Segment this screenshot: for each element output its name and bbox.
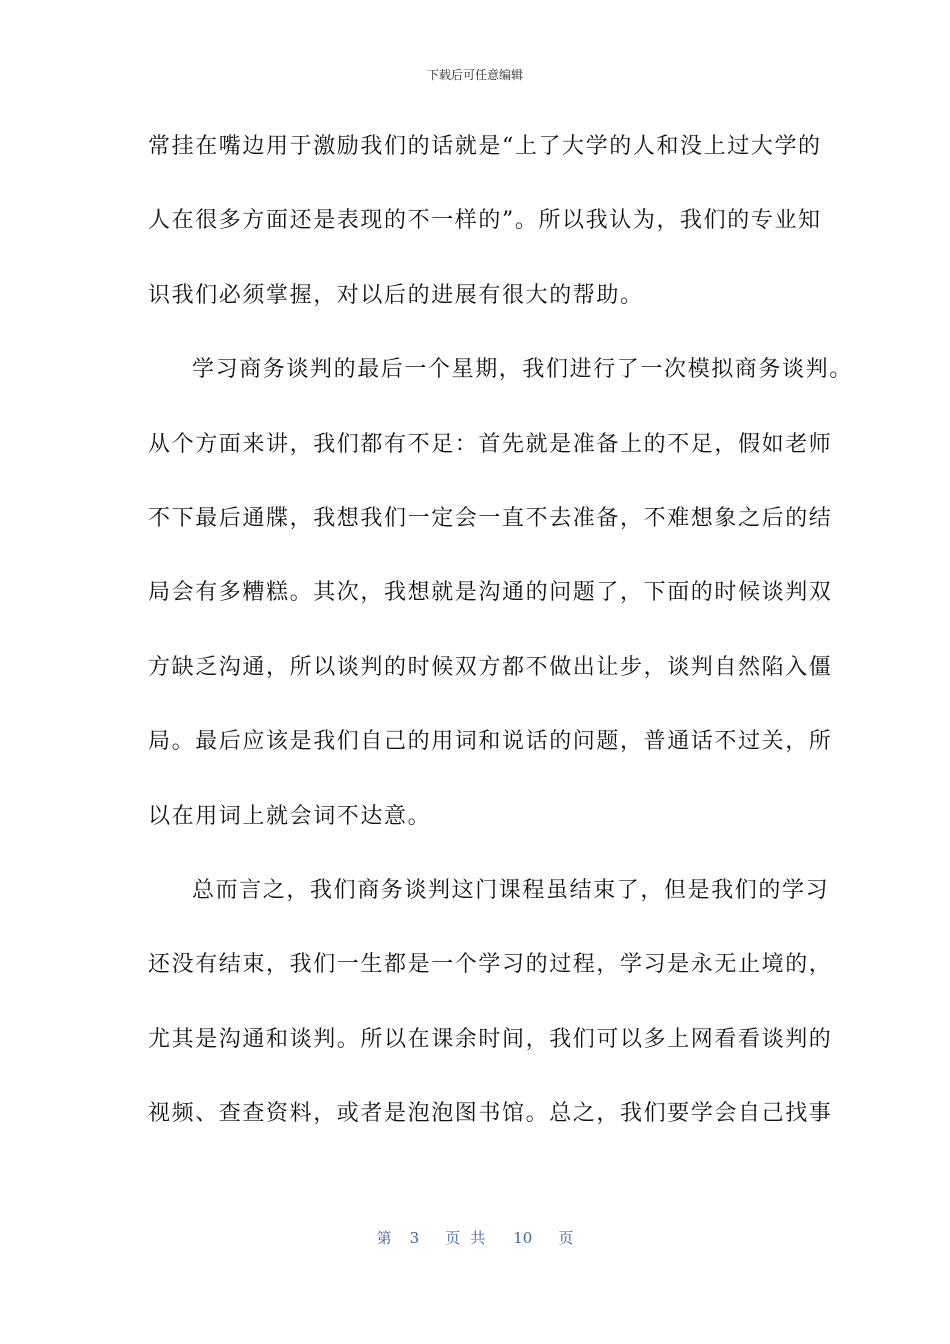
footer-total-pages: 10 — [513, 1229, 533, 1247]
text-line-5: 从个方面来讲，我们都有不足：首先就是准备上的不足，假如老师 — [148, 431, 833, 457]
text-line-13: 尤其是沟通和谈判。所以在课余时间，我们可以多上网看看谈判的 — [148, 1026, 833, 1052]
footer-suffix: 页 — [558, 1229, 574, 1247]
text-line-9: 局。最后应该是我们自己的用词和说话的问题，普通话不过关，所 — [148, 729, 833, 755]
footer-current-page: 3 — [409, 1229, 420, 1247]
footer-prefix: 第 — [376, 1229, 392, 1247]
text-line-10: 以在用词上就会词不达意。 — [148, 803, 432, 829]
text-line-1: 常挂在嘴边用于激励我们的话就是“上了大学的人和没上过大学的 — [148, 134, 822, 159]
text-line-11: 总而言之，我们商务谈判这门课程虽结束了，但是我们的学习 — [192, 877, 830, 903]
text-line-6: 不下最后通牒，我想我们一定会一直不去准备，不难想象之后的结 — [148, 505, 833, 531]
header-text: 下载后可任意编辑 — [426, 68, 523, 82]
text-line-7: 局会有多糟糕。其次，我想就是沟通的问题了，下面的时候谈判双 — [148, 580, 833, 606]
text-line-2: 人在很多方面还是表现的不一样的”。所以我认为，我们的专业知 — [148, 208, 822, 234]
text-line-8: 方缺乏沟通，所以谈判的时候双方都不做出让步，谈判自然陷入僵 — [148, 654, 833, 680]
text-line-14: 视频、查查资料，或者是泡泡图书馆。总之，我们要学会自己找事 — [148, 1101, 833, 1127]
text-line-4: 学习商务谈判的最后一个星期，我们进行了一次模拟商务谈判。 — [192, 357, 853, 383]
page-header — [0, 68, 950, 82]
text-line-3: 识我们必须掌握，对以后的进展有很大的帮助。 — [148, 282, 644, 308]
document-body — [148, 124, 853, 1165]
text-line-12: 还没有结束，我们一生都是一个学习的过程，学习是永无止境的， — [148, 952, 833, 978]
footer-mid: 页共 — [445, 1229, 496, 1247]
page-footer — [0, 1228, 950, 1248]
